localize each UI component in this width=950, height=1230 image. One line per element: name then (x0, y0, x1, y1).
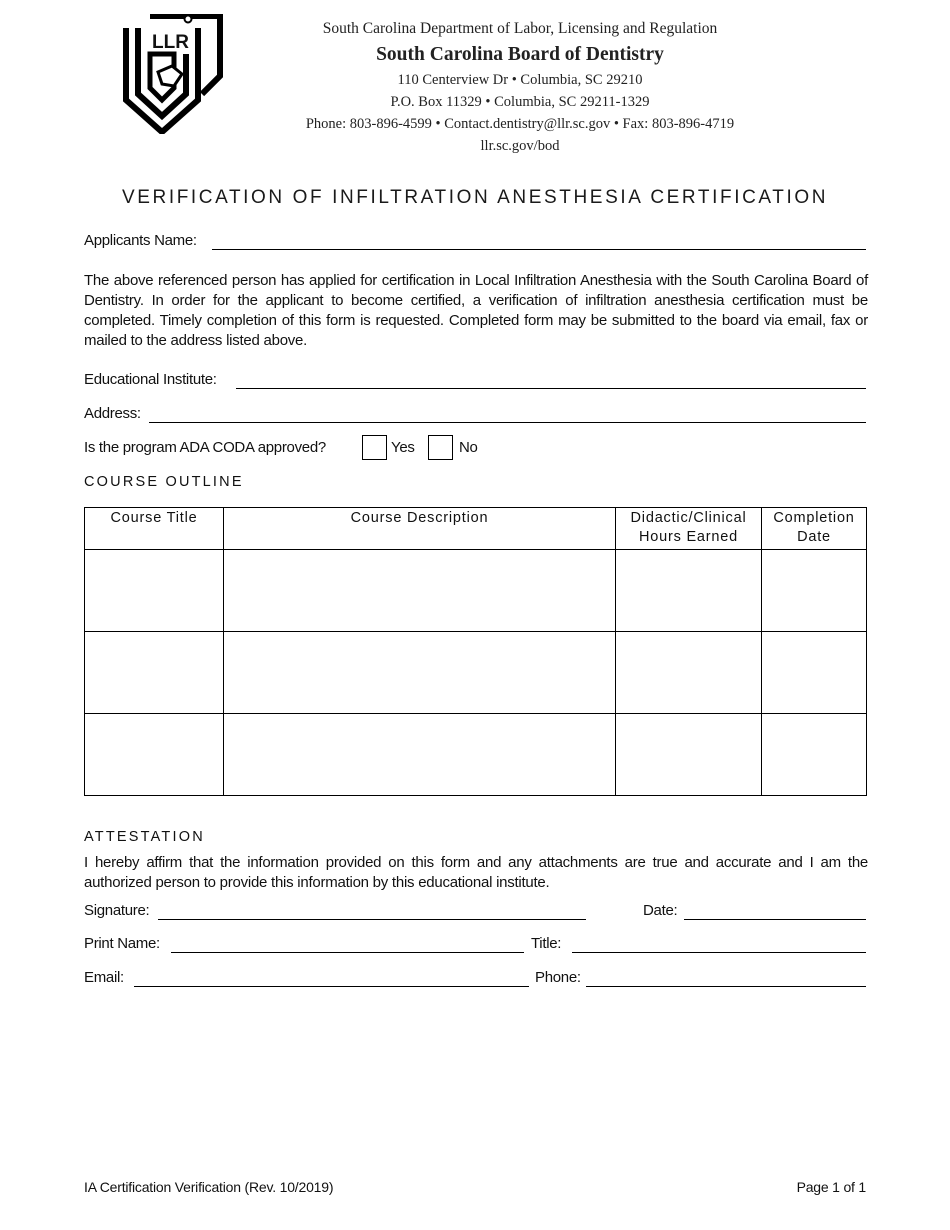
coda-yes-checkbox[interactable] (362, 435, 387, 460)
date-field[interactable] (684, 919, 866, 920)
print-name-field[interactable] (171, 952, 524, 953)
po-box-address: P.O. Box 11329 • Columbia, SC 29211-1329 (390, 94, 650, 110)
course-outline-table (84, 507, 867, 796)
date-label: Date: (643, 902, 678, 919)
email-label: Email: (84, 969, 124, 986)
coda-question: Is the program ADA CODA approved? (84, 439, 326, 456)
coda-yes-label: Yes (391, 439, 415, 456)
course-title-cell[interactable] (85, 714, 224, 796)
hours-earned-cell[interactable] (616, 550, 762, 632)
email-field[interactable] (134, 986, 529, 987)
address-field[interactable] (149, 422, 866, 423)
coda-no-checkbox[interactable] (428, 435, 453, 460)
title-field[interactable] (572, 952, 866, 953)
course-description-cell[interactable] (224, 714, 616, 796)
table-row (85, 632, 867, 714)
column-header-completion-date: Completion Date (762, 508, 867, 550)
completion-date-cell[interactable] (762, 632, 867, 714)
board-name: South Carolina Board of Dentistry (376, 44, 664, 65)
educational-institute-label: Educational Institute: (84, 371, 217, 388)
course-title-cell[interactable] (85, 550, 224, 632)
llr-logo (122, 14, 228, 134)
hours-earned-cell[interactable] (616, 714, 762, 796)
table-header-row (85, 508, 867, 550)
phone-field[interactable] (586, 986, 866, 987)
applicant-name-field[interactable] (212, 249, 866, 250)
course-outline-heading: COURSE OUTLINE (84, 474, 244, 490)
signature-field[interactable] (158, 919, 586, 920)
form-revision: IA Certification Verification (Rev. 10/2019) (84, 1179, 334, 1195)
course-description-cell[interactable] (224, 632, 616, 714)
phone-label: Phone: (535, 969, 581, 986)
column-header-course-description: Course Description (224, 508, 616, 550)
form-title: VERIFICATION OF INFILTRATION ANESTHESIA CERTIFICATION (121, 187, 829, 208)
hours-earned-cell[interactable] (616, 632, 762, 714)
address-label: Address: (84, 405, 141, 422)
attestation-heading: ATTESTATION (84, 829, 205, 845)
column-header-hours-earned: Didactic/Clinical Hours Earned (616, 508, 762, 550)
street-address: 110 Centerview Dr • Columbia, SC 29210 (397, 72, 643, 88)
logo-text: LLR (152, 32, 189, 53)
signature-label: Signature: (84, 902, 150, 919)
educational-institute-field[interactable] (236, 388, 866, 389)
table-row (85, 714, 867, 796)
coda-no-label: No (459, 439, 478, 456)
title-label: Title: (531, 935, 562, 952)
course-description-cell[interactable] (224, 550, 616, 632)
department-name: South Carolina Department of Labor, Licensing and Regulation (322, 20, 718, 37)
attestation-statement: I hereby affirm that the information provided on this form and any attachments are true and accurate and I am the authorized person to provide this information by this educational institute. (84, 854, 868, 891)
intro-paragraph: The above referenced person has applied for certification in Local Infiltration Anesthesia with the South Carolina Board of Dentistry. In order for the applicant to become certified, a verification of infiltration anesthesia certification must be completed. Timely completion of this form is requested. Completed form may be submitted to the board via email, fax or mailed to the address listed above. (84, 272, 868, 349)
table-row (85, 550, 867, 632)
completion-date-cell[interactable] (762, 550, 867, 632)
website: llr.sc.gov/bod (480, 138, 560, 154)
column-header-course-title: Course Title (85, 508, 224, 550)
contact-info: Phone: 803-896-4599 • Contact.dentistry@llr.sc.gov • Fax: 803-896-4719 (305, 116, 735, 132)
completion-date-cell[interactable] (762, 714, 867, 796)
page-number: Page 1 of 1 (796, 1179, 866, 1195)
applicant-name-label: Applicants Name: (84, 232, 197, 249)
course-title-cell[interactable] (85, 632, 224, 714)
print-name-label: Print Name: (84, 935, 160, 952)
